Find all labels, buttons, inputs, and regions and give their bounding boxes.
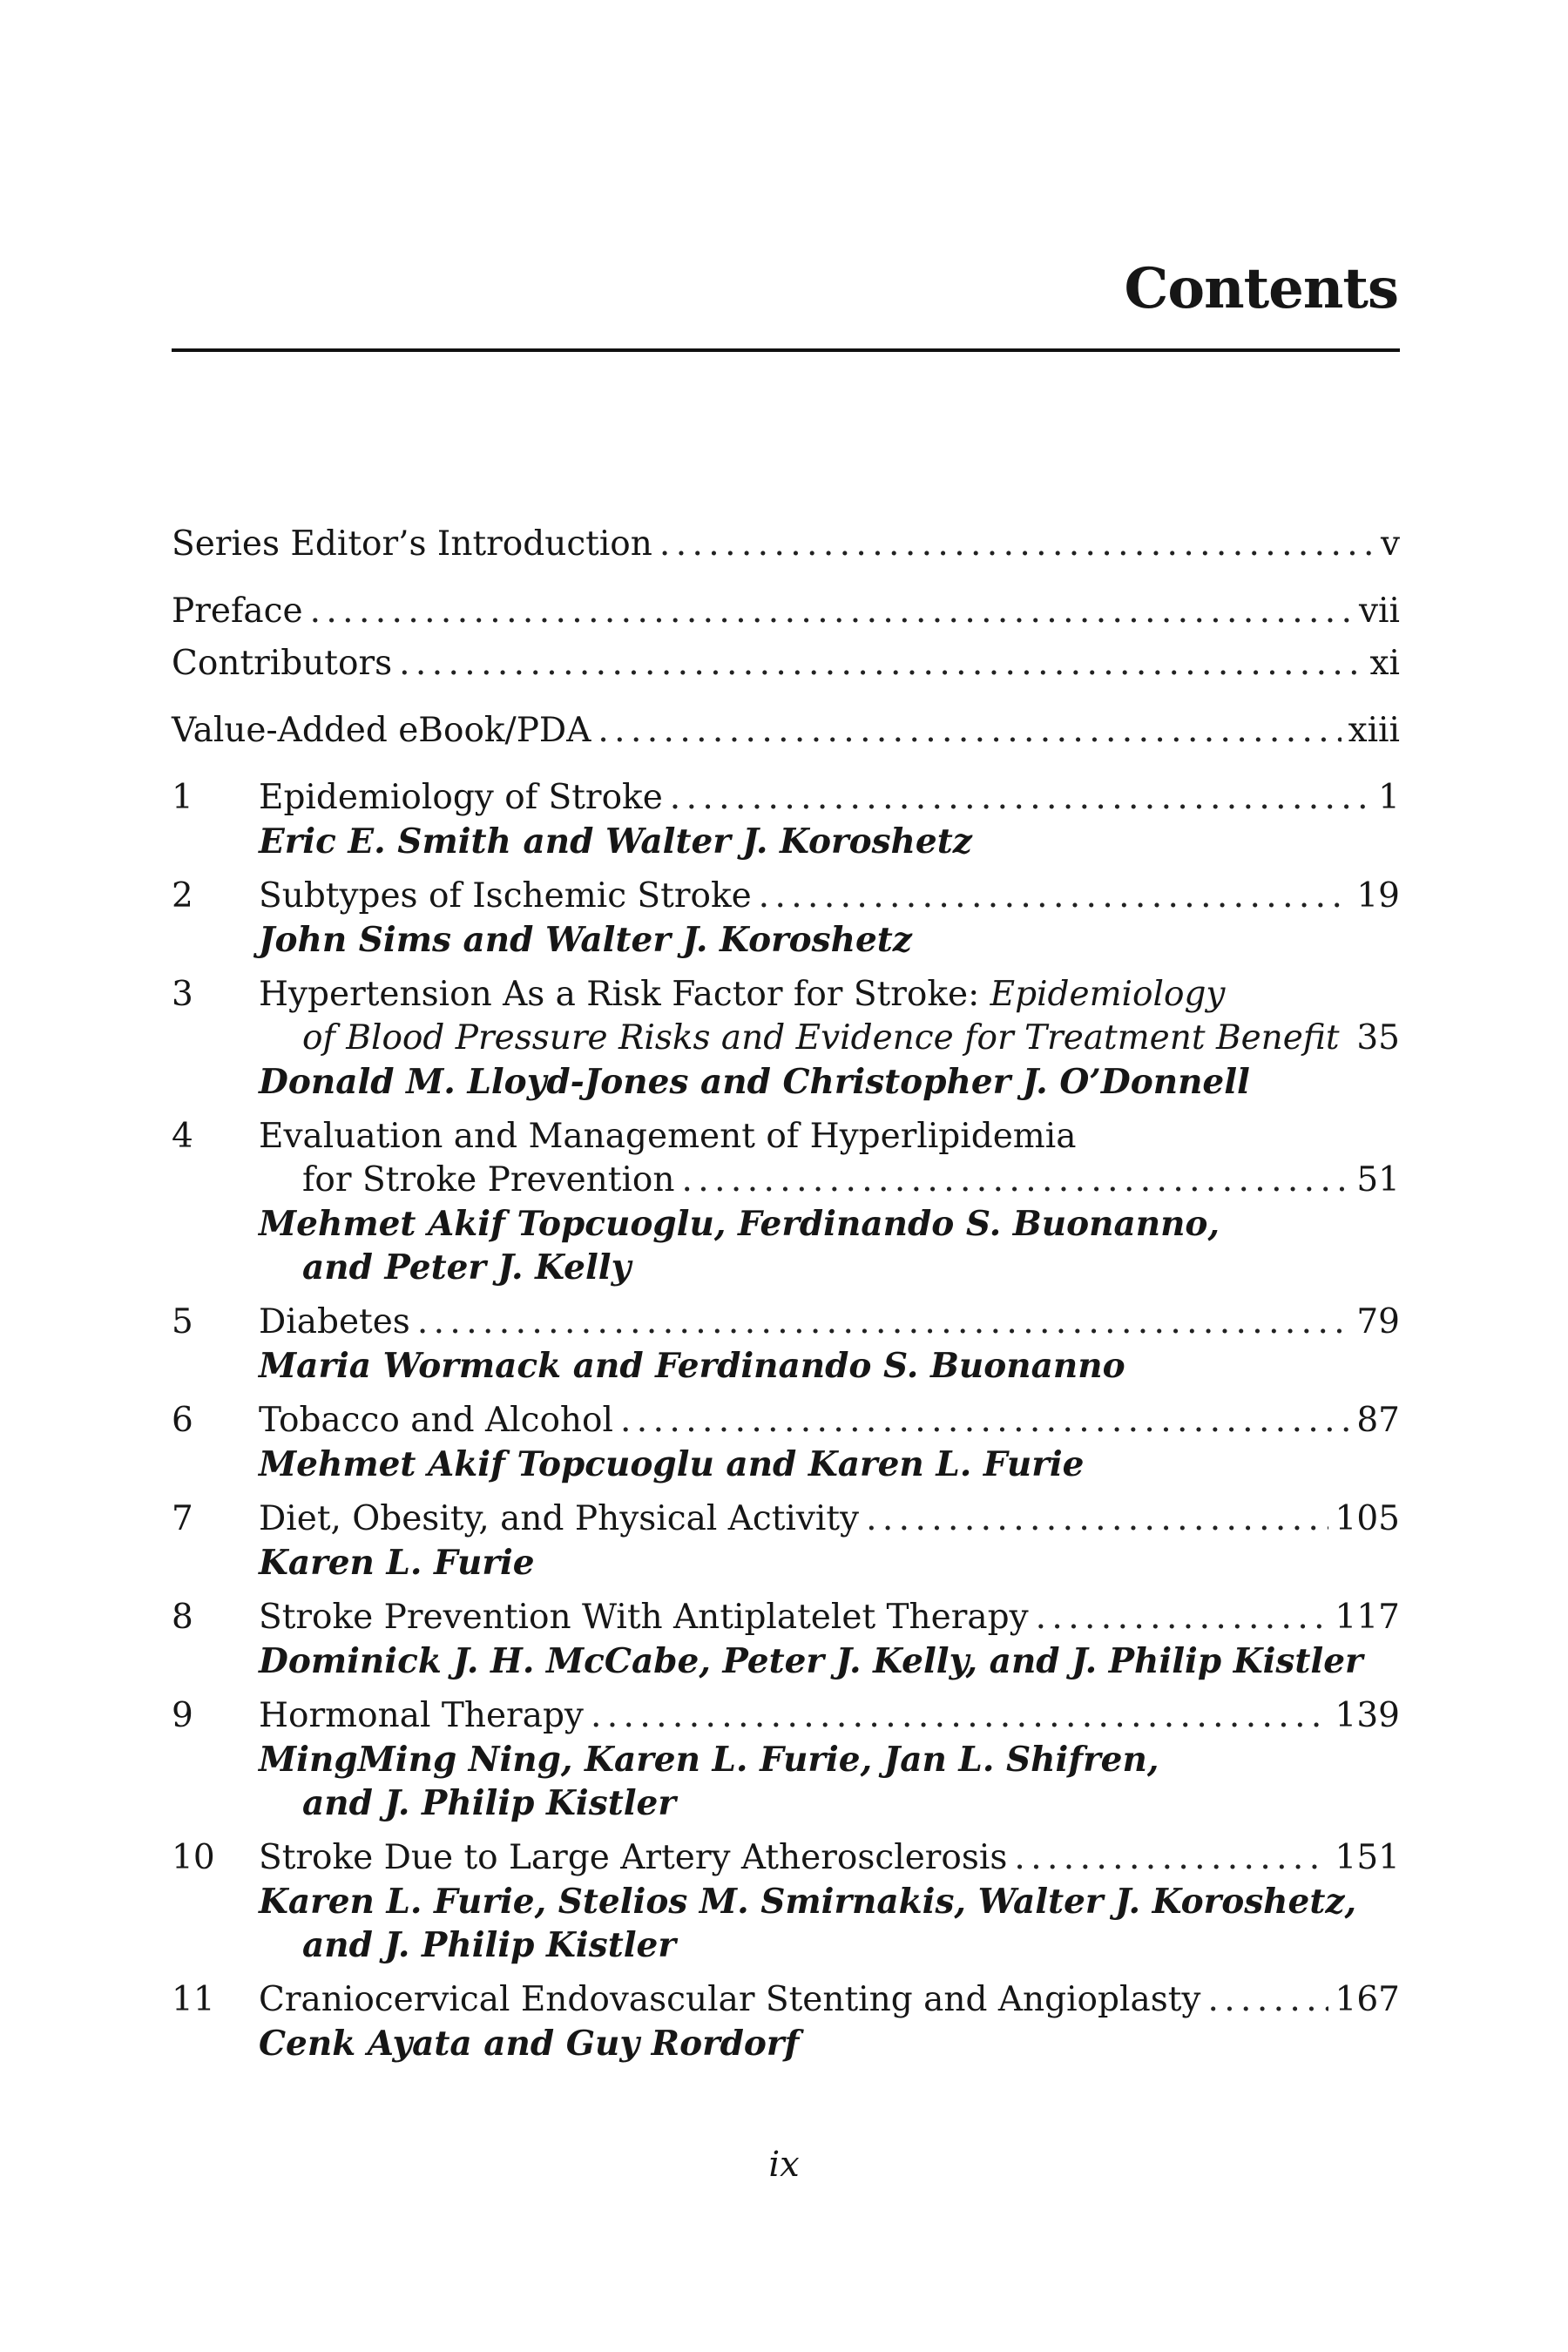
chapter-page: 105 [1335,1499,1400,1538]
entry-title: Preface [172,591,303,631]
chapter-number: 2 [172,876,193,916]
chapter-title: Tobacco and Alcohol [259,1401,614,1440]
chapter-authors: Donald M. Lloyd-Jones and Christopher J. O’Donnell [259,1062,1250,1102]
chapter-title-line1: Hypertension As a Risk Factor for Stroke: [259,975,990,1014]
entry-title: Value-Added eBook/PDA [172,711,591,750]
chapter-page: 87 [1356,1401,1400,1440]
dot-leader [659,523,1374,566]
dot-leader [591,1694,1328,1738]
entry-page: v [1380,524,1400,564]
toc-chapter-7[interactable] [172,1497,1400,1585]
toc-entry-contributors[interactable] [172,642,1400,686]
chapter-title-line1: Evaluation and Management of Hyperlipidemia [259,1117,1077,1156]
page-number-folio: ix [768,2145,800,2185]
chapter-number: 9 [172,1696,193,1735]
chapter-title: Stroke Due to Large Artery Atherosclerosis [259,1838,1008,1877]
dot-leader [670,776,1371,820]
toc-entry-ebook[interactable] [172,709,1400,753]
chapter-authors: Eric E. Smith and Walter J. Koroshetz [259,821,972,862]
toc-chapter-8[interactable] [172,1596,1400,1683]
entry-page: xiii [1348,711,1400,750]
chapter-number: 11 [172,1980,215,2019]
chapter-number: 10 [172,1838,215,1877]
dot-leader [310,590,1352,633]
chapter-title-line2: for Stroke Prevention [302,1160,675,1200]
dot-leader [1347,1017,1350,1060]
dot-leader [1207,1978,1328,2022]
page-title: Contents [1124,256,1398,321]
chapter-page: 151 [1335,1838,1400,1877]
chapter-page: 19 [1356,876,1400,916]
toc-chapter-11[interactable] [172,1978,1400,2065]
chapter-authors: MingMing Ning, Karen L. Furie, Jan L. Shifren, [259,1740,1159,1780]
toc-chapter-3[interactable] [172,973,1400,1104]
chapter-title: Stroke Prevention With Antiplatelet Therapy [259,1598,1029,1637]
toc-chapter-9[interactable] [172,1694,1400,1825]
dot-leader [1036,1596,1328,1639]
chapter-number: 7 [172,1499,193,1538]
toc-chapter-10[interactable] [172,1836,1400,1967]
chapter-title: Subtypes of Ischemic Stroke [259,876,752,916]
table-of-contents [172,523,1400,2077]
chapter-authors: Mehmet Akif Topcuoglu, Ferdinando S. Buonanno, [259,1204,1220,1244]
dot-leader [682,1159,1350,1202]
chapter-authors: Cenk Ayata and Guy Rordorf [259,2024,800,2064]
toc-entry-preface[interactable] [172,590,1400,633]
chapter-authors: Karen L. Furie, Stelios M. Smirnakis, Walter J. Koroshetz, [259,1882,1357,1922]
toc-chapter-1[interactable] [172,776,1400,863]
chapter-title [259,973,1400,1017]
dot-leader [620,1399,1349,1443]
chapter-number: 6 [172,1401,193,1440]
chapter-page: 35 [1356,1018,1400,1058]
entry-title: Series Editor’s Introduction [172,524,652,564]
chapter-number: 1 [172,778,193,817]
chapter-title: Diabetes [259,1302,410,1342]
chapter-title: Diet, Obesity, and Physical Activity [259,1499,860,1538]
chapter-number: 3 [172,975,193,1014]
entry-page: vii [1359,591,1400,631]
toc-entry-series-introduction[interactable] [172,523,1400,566]
toc-chapter-6[interactable] [172,1399,1400,1486]
toc-chapter-4[interactable] [172,1115,1400,1289]
chapter-page: 167 [1335,1980,1400,2019]
chapter-number: 4 [172,1117,193,1156]
chapter-number: 5 [172,1302,193,1342]
chapter-title-subtitle: Epidemiology [990,975,1226,1014]
chapter-title: Epidemiology of Stroke [259,778,663,817]
dot-leader [866,1497,1328,1541]
chapter-authors-continued: and Peter J. Kelly [302,1247,632,1288]
chapter-authors: Dominick J. H. McCabe, Peter J. Kelly, and J. Philip Kistler [259,1641,1363,1681]
dot-leader [598,709,1341,753]
dot-leader [417,1301,1350,1344]
dot-leader [759,875,1350,918]
toc-chapter-5[interactable] [172,1301,1400,1388]
entry-title: Contributors [172,644,393,683]
chapter-page: 51 [1356,1160,1400,1200]
chapter-authors: Karen L. Furie [259,1543,535,1583]
chapter-number: 8 [172,1598,193,1637]
chapter-page: 1 [1378,778,1400,817]
chapter-page: 139 [1335,1696,1400,1735]
chapter-page: 117 [1335,1598,1400,1637]
chapter-authors: Mehmet Akif Topcuoglu and Karen L. Furie [259,1444,1085,1484]
chapter-authors-continued: and J. Philip Kistler [302,1925,676,1965]
chapter-authors: Maria Wormack and Ferdinando S. Buonanno [259,1346,1125,1386]
chapter-authors: John Sims and Walter J. Koroshetz [259,920,912,960]
chapter-authors-continued: and J. Philip Kistler [302,1783,676,1823]
chapter-title: Craniocervical Endovascular Stenting and Angioplasty [259,1980,1201,2019]
chapter-title-line2: of Blood Pressure Risks and Evidence for Treatment Benefit [302,1018,1340,1058]
chapter-title: Hormonal Therapy [259,1696,584,1735]
dot-leader [1014,1836,1328,1880]
title-rule [172,348,1400,352]
chapter-page: 79 [1356,1302,1400,1342]
toc-chapter-2[interactable] [172,875,1400,962]
dot-leader [399,642,1362,686]
entry-page: xi [1369,644,1400,683]
